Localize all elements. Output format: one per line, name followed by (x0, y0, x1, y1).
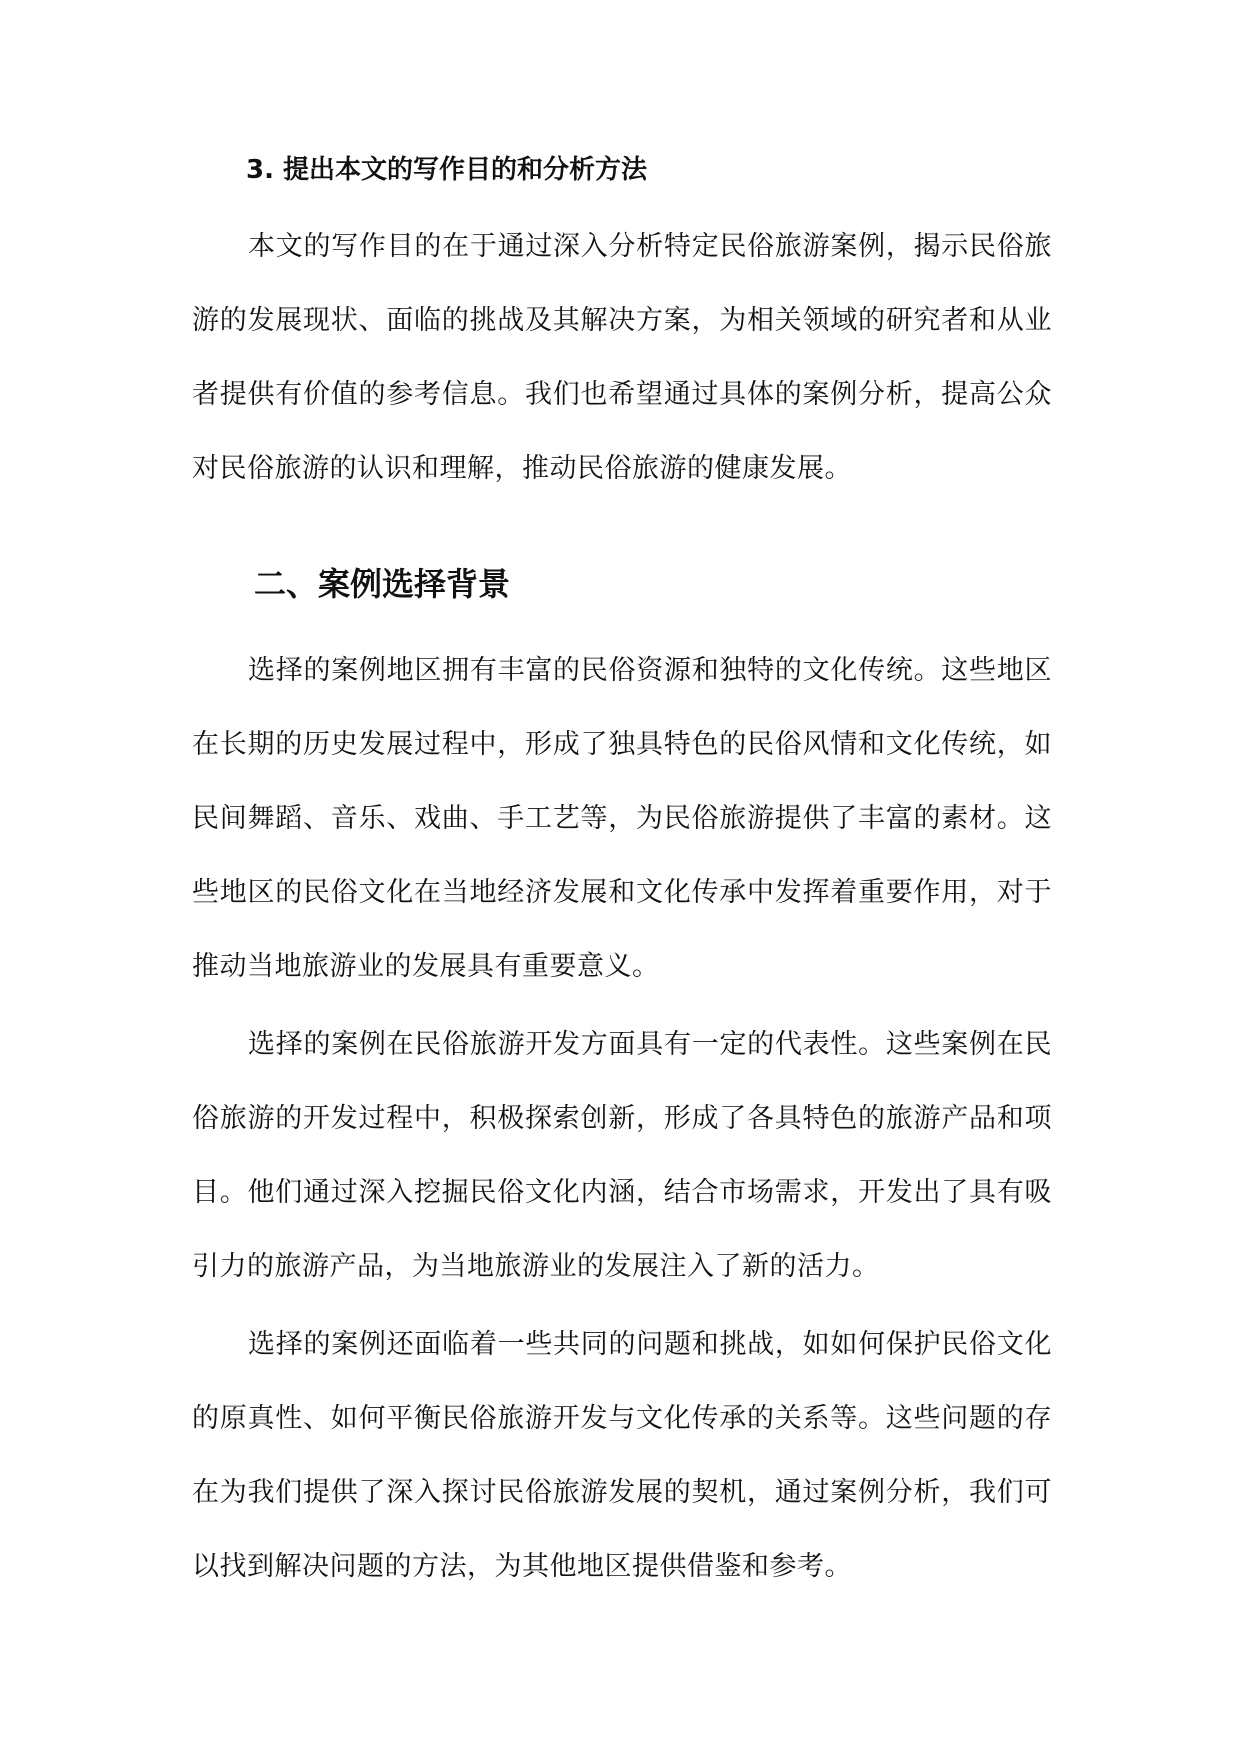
body-paragraph: 选择的案例在民俗旅游开发方面具有一定的代表性。这些案例在民俗旅游的开发过程中，积极探索创新，形成了各具特色的旅游产品和项目。他们通过深入挖掘民俗文化内涵，结合市场需求，开发出了具有吸引力的旅游产品，为当地旅游业的发展注入了新的活力。 (192, 1029, 1052, 1282)
subsection-heading: 3. 提出本文的写作目的和分析方法 (246, 155, 648, 185)
intro-paragraph: 本文的写作目的在于通过深入分析特定民俗旅游案例，揭示民俗旅游的发展现状、面临的挑战及其解决方案，为相关领域的研究者和从业者提供有价值的参考信息。我们也希望通过具体的案例分析，提高公众对民俗旅游的认识和理解，推动民俗旅游的健康发展。 (192, 231, 1052, 484)
body-paragraph: 选择的案例地区拥有丰富的民俗资源和独特的文化传统。这些地区在长期的历史发展过程中，形成了独具特色的民俗风情和文化传统，如民间舞蹈、音乐、戏曲、手工艺等，为民俗旅游提供了丰富的素材。这些地区的民俗文化在当地经济发展和文化传承中发挥着重要作用，对于推动当地旅游业的发展具有重要意义。 (192, 655, 1052, 982)
section-heading: 二、案例选择背景 (254, 565, 511, 603)
body-paragraph: 选择的案例还面临着一些共同的问题和挑战，如如何保护民俗文化的原真性、如何平衡民俗旅游开发与文化传承的关系等。这些问题的存在为我们提供了深入探讨民俗旅游发展的契机，通过案例分析，我们可以找到解决问题的方法，为其他地区提供借鉴和参考。 (192, 1329, 1052, 1582)
